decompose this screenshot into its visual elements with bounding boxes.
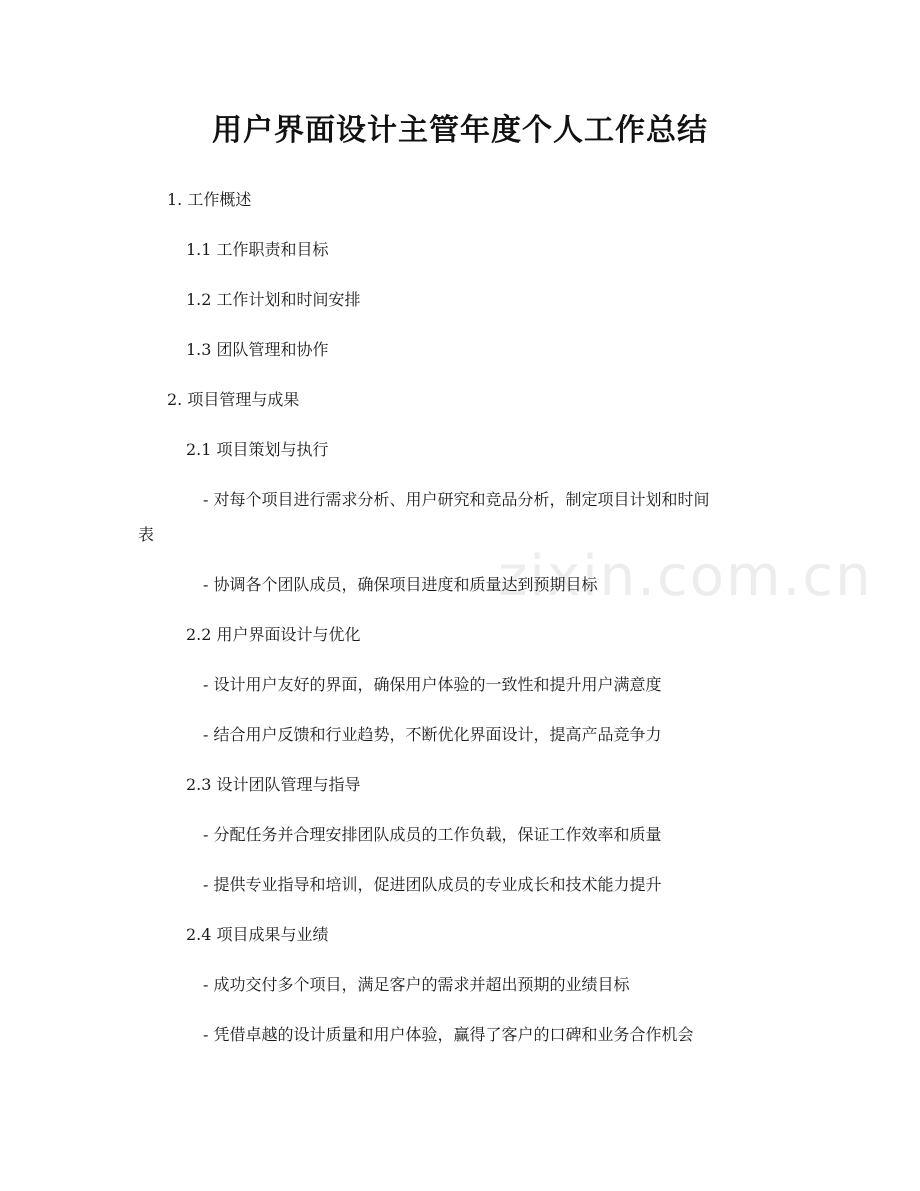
subsection-heading-2-1: 2.1 项目策划与执行 bbox=[186, 440, 329, 459]
page-title: 用户界面设计主管年度个人工作总结 bbox=[212, 113, 708, 148]
section-heading-1: 1. 工作概述 bbox=[167, 190, 252, 209]
subsection-heading-2-2: 2.2 用户界面设计与优化 bbox=[186, 625, 361, 644]
bullet-item: - 设计用户友好的界面，确保用户体验的一致性和提升用户满意度 bbox=[203, 675, 662, 694]
bullet-item: - 协调各个团队成员，确保项目进度和质量达到预期目标 bbox=[203, 575, 598, 594]
subsection-heading-2-3: 2.3 设计团队管理与指导 bbox=[186, 775, 361, 794]
bullet-item: - 提供专业指导和培训，促进团队成员的专业成长和技术能力提升 bbox=[203, 875, 662, 894]
subsection-heading-2-4: 2.4 项目成果与业绩 bbox=[186, 925, 329, 944]
bullet-item: - 凭借卓越的设计质量和用户体验，赢得了客户的口碑和业务合作机会 bbox=[203, 1025, 694, 1044]
bullet-item: - 成功交付多个项目，满足客户的需求并超出预期的业绩目标 bbox=[203, 975, 630, 994]
watermark: zixin.com.cn bbox=[498, 544, 873, 609]
subsection-heading-1-3: 1.3 团队管理和协作 bbox=[186, 340, 329, 359]
subsection-heading-1-1: 1.1 工作职责和目标 bbox=[186, 240, 329, 259]
bullet-item: - 结合用户反馈和行业趋势，不断优化界面设计，提高产品竞争力 bbox=[203, 725, 662, 744]
bullet-item: - 对每个项目进行需求分析、用户研究和竞品分析，制定项目计划和时间 bbox=[203, 490, 710, 509]
bullet-item: - 分配任务并合理安排团队成员的工作负载，保证工作效率和质量 bbox=[203, 825, 662, 844]
subsection-heading-1-2: 1.2 工作计划和时间安排 bbox=[186, 290, 361, 309]
bullet-item-continuation: 表 bbox=[138, 525, 155, 544]
section-heading-2: 2. 项目管理与成果 bbox=[167, 390, 300, 409]
